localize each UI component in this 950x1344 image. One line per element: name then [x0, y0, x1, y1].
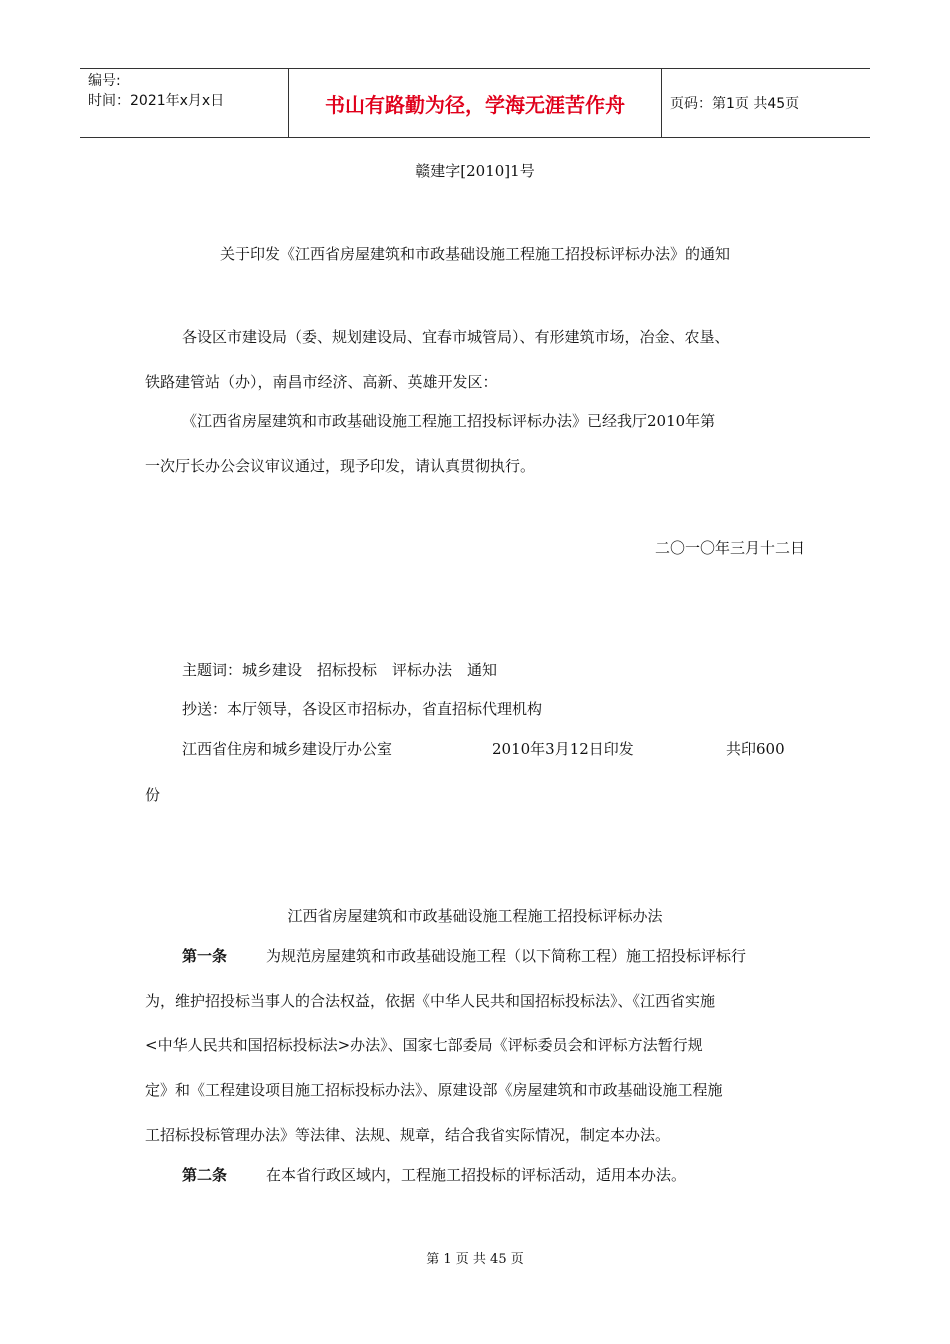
article-1-line-2: 为，维护招投标当事人的合法权益，依据《中华人民共和国招标投标法》、《江西省实施	[145, 992, 716, 1010]
article-2-label: 第二条	[182, 1166, 228, 1184]
header-meta	[80, 69, 288, 137]
issue-date-signature: 二〇一〇年三月十二日	[654, 539, 805, 557]
copies: 共印600	[726, 740, 785, 758]
article-1-line-4: 定》和《工程建设项目施工招标投标办法》、原建设部《房屋建筑和市政基础设施工程施	[145, 1081, 723, 1099]
doc-number: 赣建字[2010]1号	[415, 162, 535, 180]
addressee-line-1: 各设区市建设局（委、规划建设局、宜春市城管局）、有形建筑市场，冶金、农垦、	[182, 328, 730, 346]
motto: 书山有路勤为径，学海无涯苦作舟	[325, 92, 625, 117]
issuer: 江西省住房和城乡建设厅办公室	[182, 740, 393, 758]
cc-list: 抄送：本厅领导，各设区市招标办，省直招标代理机构	[182, 700, 543, 718]
header-motto-cell	[288, 69, 662, 137]
article-2-text: 在本省行政区域内，工程施工招投标的评标活动，适用本办法。	[266, 1166, 687, 1184]
article-1-line-5: 工招标投标管理办法》等法律、法规、规章，结合我省实际情况，制定本办法。	[145, 1126, 671, 1144]
measures-title: 江西省房屋建筑和市政基础设施工程施工招投标评标办法	[287, 907, 663, 925]
print-date: 2010年3月12日印发	[492, 740, 634, 758]
copies-unit: 份	[145, 786, 161, 804]
time-label: 时间：2021年x月x日	[88, 93, 225, 109]
number-label: 编号:	[88, 73, 121, 89]
article-1-label: 第一条	[182, 947, 228, 965]
keywords: 主题词：城乡建设 招标投标 评标办法 通知	[182, 661, 498, 679]
page-footer: 第 1 页 共 45 页	[426, 1252, 524, 1267]
article-1-line-3: <中华人民共和国招标投标法>办法》、国家七部委局《评标委员会和评标方法暂行规	[145, 1036, 703, 1054]
page-info: 页码：第1页 共45页	[670, 96, 800, 112]
body-line-1: 《江西省房屋建筑和市政基础设施工程施工招投标评标办法》已经我厅2010年第	[182, 412, 716, 430]
header-page-cell	[662, 69, 870, 137]
notice-title: 关于印发《江西省房屋建筑和市政基础设施工程施工招投标评标办法》的通知	[219, 245, 730, 263]
article-1-line-1: 为规范房屋建筑和市政基础设施工程（以下简称工程）施工招投标评标行	[266, 947, 747, 965]
document-header	[80, 68, 870, 138]
body-line-2: 一次厅长办公会议审议通过，现予印发，请认真贯彻执行。	[145, 457, 536, 475]
addressee-line-2: 铁路建管站（办），南昌市经济、高新、英雄开发区：	[145, 373, 498, 391]
